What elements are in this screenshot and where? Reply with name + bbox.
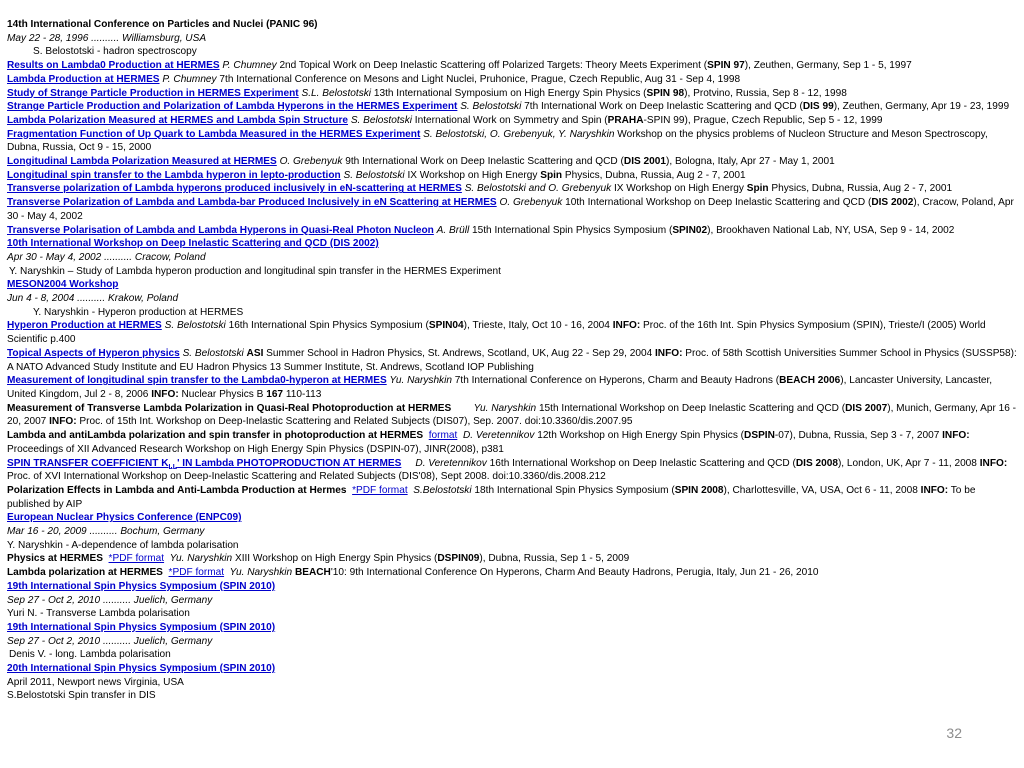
list-item — [7, 594, 1019, 608]
event-code: SPIN 98 — [646, 87, 685, 99]
talk-venue: 110-113 — [283, 388, 322, 400]
talk-venue: ), Charlottesville, VA, USA, Oct 6 - 11, 2008 — [723, 484, 921, 496]
talk-venue: ), Zeuthen, Germany, Apr 19 - 23, 1999 — [833, 101, 1010, 113]
talk-venue: To be published by AIP — [7, 484, 976, 510]
list-item — [7, 196, 1019, 223]
talk-venue: 7th International Conference on Hyperons, Charm and Beauty Hadrons ( — [454, 375, 780, 387]
list-item — [7, 402, 1019, 429]
talk-title-subscript: LL — [168, 463, 178, 471]
conference-date-location: Apr 30 - May 4, 2002 .......... Cracow, Poland — [7, 251, 206, 263]
conference-date-location: Sep 27 - Oct 2, 2010 .......... Juelich, Germany — [7, 635, 213, 647]
talk-venue: Proc. of the 16th Int. Spin Physics Symposium (SPIN), Trieste/I (2005) World Scientific p.400 — [7, 320, 986, 346]
talk-venue: Proc. of XVI International Workshop on Deep-Inelastic Scattering and Related Subjects (DIS'08), Sept 2008. doi:10.3360/dis.2008.212 — [7, 471, 606, 483]
talk-venue: ), Bologna, Italy, Apr 27 - May 1, 2001 — [666, 156, 835, 168]
talk-title-link[interactable]: Hyperon Production at HERMES — [7, 320, 162, 332]
event-code: INFO: — [49, 416, 77, 428]
list-item — [7, 224, 1019, 238]
list-item — [7, 169, 1019, 183]
list-item — [7, 45, 1019, 59]
talk-author: S. Belostotski — [460, 101, 522, 113]
talk-title-part: ' IN Lambda PHOTOPRODUCTION AT HERMES — [177, 457, 402, 469]
conference-link[interactable]: 20th International Spin Physics Symposium (SPIN 2010) — [7, 663, 276, 675]
talk-author: A. Brüll — [436, 224, 470, 236]
talk-title: Lambda polarization at HERMES — [7, 567, 163, 579]
talk-venue: 7th International Work on Deep Inelastic Scattering and QCD ( — [524, 101, 803, 113]
talk-author: S. Belostotski — [164, 320, 226, 332]
list-item — [7, 278, 1019, 292]
event-code: INFO: — [942, 430, 970, 442]
event-code: DIS 2007 — [845, 402, 888, 414]
talk-venue: 15th International Workshop on Deep Inelastic Scattering and QCD ( — [538, 402, 846, 414]
conference-link[interactable]: MESON2004 Workshop — [7, 279, 119, 291]
speaker-line: S. Belostotski - hadron spectroscopy — [33, 46, 197, 58]
event-code: SPIN 2008 — [674, 484, 724, 496]
event-code: SPIN04 — [428, 320, 464, 332]
talk-venue: ), Trieste, Italy, Oct 10 - 16, 2004 — [463, 320, 613, 332]
talk-author: Yu. Naryshkin — [473, 402, 537, 414]
event-code: DIS 2002 — [871, 197, 914, 209]
list-item — [7, 676, 1019, 690]
speaker-line: Y. Naryshkin - Hyperon production at HERMES — [33, 306, 244, 318]
event-code: INFO: — [920, 484, 949, 496]
talk-venue: 18th International Spin Physics Symposium ( — [474, 484, 675, 496]
speaker-line: Denis V. - long. Lambda polarisation — [9, 649, 171, 661]
list-item — [7, 635, 1019, 649]
list-item — [7, 59, 1019, 73]
talk-title: Measurement of Transverse Lambda Polarization in Quasi-Real Photoproduction at HERMES — [7, 402, 452, 414]
talk-author: D. Veretennikov — [462, 430, 535, 442]
talk-title-part: SPIN TRANSFER COEFFICIENT K — [7, 457, 169, 469]
list-item — [7, 18, 1019, 32]
talk-author: S. Belostotski — [343, 169, 405, 181]
talk-author: S. Belostotski — [182, 347, 244, 359]
list-item — [7, 319, 1019, 346]
list-item — [7, 87, 1019, 101]
talk-title-link[interactable]: Transverse Polarisation of Lambda and Lambda Hyperons in Quasi-Real Photon Nucleon — [7, 224, 434, 236]
event-code: PRAHA — [607, 114, 644, 126]
conference-date-location: Sep 27 - Oct 2, 2010 .......... Juelich, Germany — [7, 594, 213, 606]
talk-venue: ), Lancaster University, Lancaster, United Kingdom, Jul 2 - 8, 2006 — [7, 375, 993, 400]
talk-title-link[interactable]: Lambda Polarization Measured at HERMES and Lambda Spin Structure — [7, 114, 349, 126]
list-item — [7, 100, 1019, 114]
list-item — [7, 128, 1019, 155]
talk-venue: Nuclear Physics B — [178, 388, 267, 400]
talk-venue: 15th International Spin Physics Symposium ( — [472, 224, 673, 236]
list-item — [7, 484, 1019, 511]
event-code: BEACH 2006 — [779, 375, 841, 387]
list-item — [7, 552, 1019, 566]
talk-venue: IX Workshop on High Energy — [613, 183, 747, 195]
pdf-format-link[interactable]: *PDF format — [352, 484, 408, 496]
list-item — [7, 114, 1019, 128]
conference-link[interactable]: 19th International Spin Physics Symposium (SPIN 2010) — [7, 580, 276, 592]
event-code: DIS 2001 — [623, 156, 666, 168]
talk-title-link[interactable]: Lambda Production at HERMES — [7, 73, 160, 85]
talk-venue: 7th International Conference on Mesons and Light Nuclei, Pruhonice, Prague, Czech Republic, Aug 31 - Sep 4, 1998 — [219, 73, 741, 85]
list-item — [7, 73, 1019, 87]
talk-author: S.Belostotski — [413, 484, 472, 496]
talk-author: Yu. Naryshkin — [389, 375, 452, 387]
talk-venue: International Work on Symmetry and Spin ( — [414, 114, 608, 126]
talk-venue: Physics, Dubna, Russia, Aug 2 - 7, 2001 — [768, 183, 953, 195]
talk-author: P. Chumney — [162, 73, 217, 85]
event-code: SPIN02 — [672, 224, 708, 236]
event-code: Spin — [540, 169, 563, 181]
event-code: INFO: — [979, 457, 1008, 469]
talk-author: O. Grebenyuk — [279, 156, 343, 168]
talk-author: P. Chumney — [222, 60, 277, 72]
talk-venue: Proc. of 58th Scottish Universities Summer School in Physics (SUSSP58): A NATO Advanced Study Institute and EU Hadron Physics 13 Summer Institute, St. Andrews, Scotland IOP Publishing — [7, 347, 1017, 373]
talk-author: Yu. Naryshkin — [229, 567, 293, 579]
talk-author: Yu. Naryshkin — [169, 553, 233, 565]
talk-title-link[interactable]: Transverse polarization of Lambda hyperons produced inclusively in eN-scattering at HERMES — [7, 183, 462, 195]
talk-title-link[interactable]: Study of Strange Particle Production in HERMES Experiment — [7, 87, 299, 99]
list-item — [7, 662, 1019, 676]
talk-venue: Proceedings of XII Advanced Research Workshop on High Energy Spin Physics (DSPIN-07), JINR(2008), p381 — [7, 443, 504, 455]
conference-heading: 14th International Conference on Particles and Nuclei (PANIC 96) — [7, 19, 318, 30]
talk-title: Physics at HERMES — [7, 553, 103, 565]
talk-title: Lambda and antiLambda polarization and spin transfer in photoproduction at HERMES — [7, 430, 424, 442]
list-item — [7, 292, 1019, 306]
event-code: INFO: — [612, 320, 641, 332]
talk-venue: IX Workshop on High Energy — [407, 169, 541, 181]
talk-venue: 13th International Symposium on High Energy Spin Physics ( — [373, 87, 647, 99]
talk-venue: ), Dubna, Russia, Sep 1 - 5, 2009 — [479, 553, 630, 565]
talk-title-link[interactable]: Results on Lambda0 Production at HERMES — [7, 60, 220, 72]
event-code: BEACH — [294, 567, 331, 579]
list-item — [7, 374, 1019, 401]
list-item — [7, 525, 1019, 539]
conference-date-location: Jun 4 - 8, 2004 .......... Krakow, Poland — [7, 293, 179, 305]
event-code: INFO: — [655, 347, 683, 359]
event-code: 167 — [266, 388, 284, 400]
list-item — [7, 265, 1019, 279]
list-item — [7, 566, 1019, 580]
list-item — [7, 511, 1019, 525]
list-item — [7, 32, 1019, 46]
conference-link[interactable]: 19th International Spin Physics Symposium (SPIN 2010) — [7, 621, 276, 633]
pdf-format-link[interactable]: *PDF format — [168, 567, 225, 579]
page-number: 32 — [946, 725, 962, 741]
talk-author: S.L. Belostotski — [301, 87, 372, 99]
list-item — [7, 580, 1019, 594]
list-item — [7, 539, 1019, 553]
talk-author: D. Veretennikov — [415, 457, 487, 469]
talk-title-link[interactable]: Transverse Polarization of Lambda and Lambda-bar Produced Inclusively in eN Scattering at HERMES — [7, 197, 497, 209]
event-code: DIS 2008 — [795, 457, 838, 469]
pdf-format-link[interactable]: format — [428, 430, 458, 442]
talk-venue: ), London, UK, Apr 7 - 11, 2008 — [837, 457, 980, 469]
conference-date-location: Mar 16 - 20, 2009 .......... Bochum, Germany — [7, 526, 205, 538]
list-item — [7, 155, 1019, 169]
talk-venue: ), Brookhaven National Lab, NY, USA, Sep 9 - 14, 2002 — [707, 224, 955, 236]
talk-venue: ), Zeuthen, Germany, Sep 1 - 5, 1997 — [744, 60, 912, 72]
talk-title-link[interactable]: Fragmentation Function of Up Quark to Lambda Measured in the HERMES Experiment — [7, 128, 421, 140]
talk-venue: 16th International Spin Physics Symposium ( — [228, 320, 429, 332]
talk-venue: Summer School in Hadron Physics, St. Andrews, Scotland, UK, Aug 22 - Sep 29, 2004 — [263, 347, 655, 359]
talk-title-link[interactable]: Longitudinal spin transfer to the Lambda hyperon in lepto-production — [7, 169, 341, 181]
pdf-format-link[interactable]: *PDF format — [108, 553, 165, 565]
talk-venue: 2nd Topical Work on Deep Inelastic Scattering off Polarized Targets: Theory Meets Experiment ( — [279, 60, 708, 72]
speaker-line: S.Belostotski Spin transfer in DIS — [7, 690, 156, 702]
list-item — [7, 347, 1019, 374]
conference-link[interactable]: 10th International Workshop on Deep Inelastic Scattering and QCD (DIS 2002) — [7, 238, 379, 250]
speaker-line: Y. Naryshkin – Study of Lambda hyperon production and longitudinal spin transfer in the HERMES Experiment — [9, 265, 501, 277]
event-code: DSPIN09 — [437, 553, 480, 565]
conference-link[interactable]: European Nuclear Physics Conference (ENPC09) — [7, 512, 242, 524]
event-code: INFO: — [151, 388, 179, 400]
talk-venue: ), Munich, Germany, Apr 16 - 20, 2007 — [7, 402, 1017, 428]
conference-talk-list — [7, 18, 1019, 703]
speaker-line: Yuri N. - Transverse Lambda polarisation — [7, 608, 190, 620]
event-code: SPIN 97 — [707, 60, 745, 72]
talk-venue: -SPIN 99), Prague, Czech Republic, Sep 5 - 12, 1999 — [643, 114, 883, 126]
list-item — [7, 237, 1019, 251]
talk-venue: XIII Workshop on High Energy Spin Physics ( — [234, 553, 438, 565]
list-item — [7, 306, 1019, 320]
talk-title-link[interactable]: Longitudinal Lambda Polarization Measured at HERMES — [7, 156, 277, 168]
event-code: DSPIN — [744, 430, 775, 442]
speaker-line: Y. Naryshkin - A-dependence of lambda polarisation — [7, 539, 239, 551]
conference-date-location: May 22 - 28, 1996 .......... Williamsburg, USA — [7, 32, 207, 44]
list-item — [7, 429, 1019, 456]
talk-venue: '10: 9th International Conference On Hyperons, Charm And Beauty Hadrons, Perugia, Italy, Jun 21 - 26, 2010 — [330, 567, 819, 579]
talk-venue: 10th International Workshop on Deep Inelastic Scattering and QCD ( — [565, 197, 872, 209]
speaker-line: April 2011, Newport news Virginia, USA — [7, 676, 184, 688]
talk-venue: ), Protvino, Russia, Sep 8 - 12, 1998 — [684, 87, 847, 99]
talk-venue: 12th Workshop on High Energy Spin Physics ( — [537, 430, 745, 442]
event-code: ASI — [246, 347, 264, 359]
list-item — [7, 182, 1019, 196]
talk-venue: -07), Dubna, Russia, Sep 3 - 7, 2007 — [774, 430, 943, 442]
event-code: DIS 99 — [802, 101, 834, 113]
talk-author: O. Grebenyuk — [499, 197, 563, 209]
talk-author: S. Belostotski and O. Grebenyuk — [464, 183, 612, 195]
talk-title-link[interactable]: Strange Particle Production and Polarization of Lambda Hyperons in the HERMES Experiment — [7, 101, 458, 113]
list-item — [7, 457, 1019, 484]
talk-title: Polarization Effects in Lambda and Anti-Lambda Production at Hermes — [7, 484, 347, 496]
talk-venue: ), Cracow, Poland, Apr 30 - May 4, 2002 — [7, 197, 1014, 222]
list-item — [7, 621, 1019, 635]
list-item — [7, 648, 1019, 662]
talk-title-link[interactable]: Measurement of longitudinal spin transfer to the Lambda0-hyperon at HERMES — [7, 375, 387, 387]
talk-title-link[interactable] — [7, 458, 401, 469]
talk-author: S. Belostotski, O. Grebenyuk, Y. Naryshkin — [423, 128, 615, 140]
talk-author: S. Belostotski — [350, 114, 412, 126]
talk-venue: 16th International Workshop on Deep Inelastic Scattering and QCD ( — [489, 457, 796, 469]
talk-venue: Proc. of 15th Int. Workshop on Deep-Inelastic Scattering and Related Subjects (DIS07), Sep. 2007. doi:10.3360/dis.2007.95 — [76, 416, 633, 428]
talk-venue: Physics, Dubna, Russia, Aug 2 - 7, 2001 — [562, 169, 746, 181]
list-item — [7, 689, 1019, 703]
talk-venue: 9th International Work on Deep Inelastic Scattering and QCD ( — [345, 156, 624, 168]
talk-venue: Workshop on the physics problems of Nucleon Structure and Meson Spectroscopy, Dubna, Russia, Oct 9 - 15, 2000 — [7, 128, 988, 154]
talk-title-link[interactable]: Topical Aspects of Hyperon physics — [7, 347, 180, 359]
event-code: Spin — [746, 183, 769, 195]
list-item — [7, 607, 1019, 621]
list-item — [7, 251, 1019, 265]
